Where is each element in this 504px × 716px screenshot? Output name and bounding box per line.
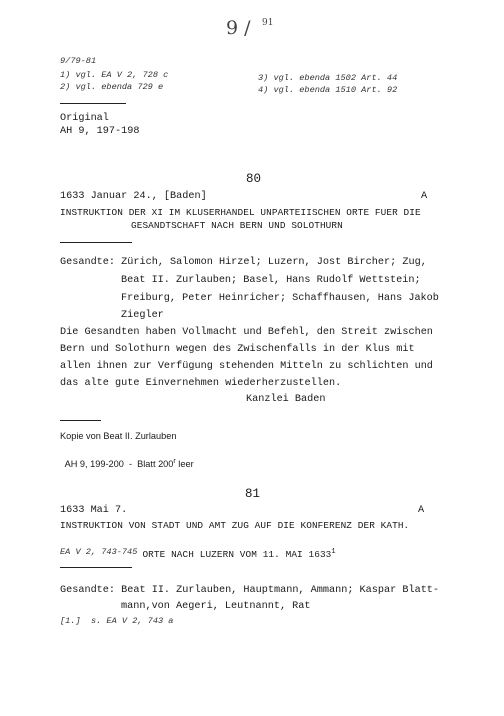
divider bbox=[60, 242, 132, 243]
body-line3: allen ihnen zur Verfügung stehenden Mitteln zu schlichten und bbox=[60, 361, 433, 372]
handwritten-page-number: 9 / bbox=[226, 17, 251, 39]
copy-reference-sup: r bbox=[173, 458, 176, 465]
document-date: 1633 Mai 7. bbox=[60, 505, 128, 516]
document-title-line1: INSTRUKTION VON STADT UND AMT ZUG AUF DIE KONFERENZ DER KATH. bbox=[60, 520, 410, 531]
envoys-line1: Gesandte: Zürich, Salomon Hirzel; Luzern, Jost Bircher; Zug, bbox=[60, 257, 427, 268]
document-letter: A bbox=[421, 191, 428, 202]
note-1: 1) vgl. EA V 2, 728 c bbox=[60, 70, 169, 80]
document-title-line2 bbox=[131, 531, 336, 562]
edition-reference: EA V 2, 743-745 bbox=[60, 547, 138, 557]
note-2: 2) vgl. ebenda 729 e bbox=[60, 82, 164, 92]
divider bbox=[60, 567, 132, 568]
source-reference: AH 9, 197-198 bbox=[60, 126, 140, 137]
body-line4: das alte gute Einvernehmen wiederherzustellen. bbox=[60, 378, 342, 389]
footnote: [1.] s. EA V 2, 743 a bbox=[60, 616, 174, 626]
document-letter: A bbox=[418, 505, 425, 516]
envoys-line4: Ziegler bbox=[121, 310, 164, 321]
document-number-81: 81 bbox=[245, 487, 261, 501]
source-original: Original bbox=[60, 113, 109, 124]
copy-reference bbox=[60, 441, 194, 471]
body-line1: Die Gesandten haben Vollmacht und Befehl, den Streit zwischen bbox=[60, 327, 433, 338]
note-3: 3) vgl. ebenda 1502 Art. 44 bbox=[258, 73, 398, 83]
document-title-line2: GESANDTSCHAFT NACH BERN UND SOLOTHURN bbox=[131, 220, 343, 231]
note-4: 4) vgl. ebenda 1510 Art. 92 bbox=[258, 85, 398, 95]
document-title-line1: INSTRUKTION DER XI IM KLUSERHANDEL UNPARTEIISCHEN ORTE FUER DIE bbox=[60, 207, 421, 218]
copy-note: Kopie von Beat II. Zurlauben bbox=[60, 431, 177, 441]
copy-reference-tail: leer bbox=[175, 459, 194, 470]
handwritten-page-number-small: 91 bbox=[262, 18, 274, 28]
body-line2: Bern und Solothurn wegen des Zwischenfalls in der Klus mit bbox=[60, 344, 415, 355]
page-reference: 9/79-81 bbox=[60, 56, 97, 66]
document-date: 1633 Januar 24., [Baden] bbox=[60, 191, 207, 202]
divider bbox=[60, 420, 101, 421]
envoys-line2: mann,von Aegeri, Leutnannt, Rat bbox=[121, 601, 311, 612]
document-title-sup: 1 bbox=[331, 548, 336, 556]
signature: Kanzlei Baden bbox=[246, 394, 326, 405]
envoys-line1: Gesandte: Beat II. Zurlauben, Hauptmann, Ammann; Kaspar Blatt- bbox=[60, 585, 440, 596]
envoys-line2: Beat II. Zurlauben; Basel, Hans Rudolf Wettstein; bbox=[121, 275, 421, 286]
copy-reference-text: AH 9, 199-200 - Blatt 200 bbox=[64, 459, 174, 470]
document-number-80: 80 bbox=[246, 172, 262, 186]
envoys-line3: Freiburg, Peter Heinricher; Schaffhausen, Hans Jakob bbox=[121, 293, 439, 304]
divider bbox=[60, 103, 126, 104]
document-title-line2-text: ORTE NACH LUZERN VOM 11. MAI 1633 bbox=[142, 549, 332, 561]
